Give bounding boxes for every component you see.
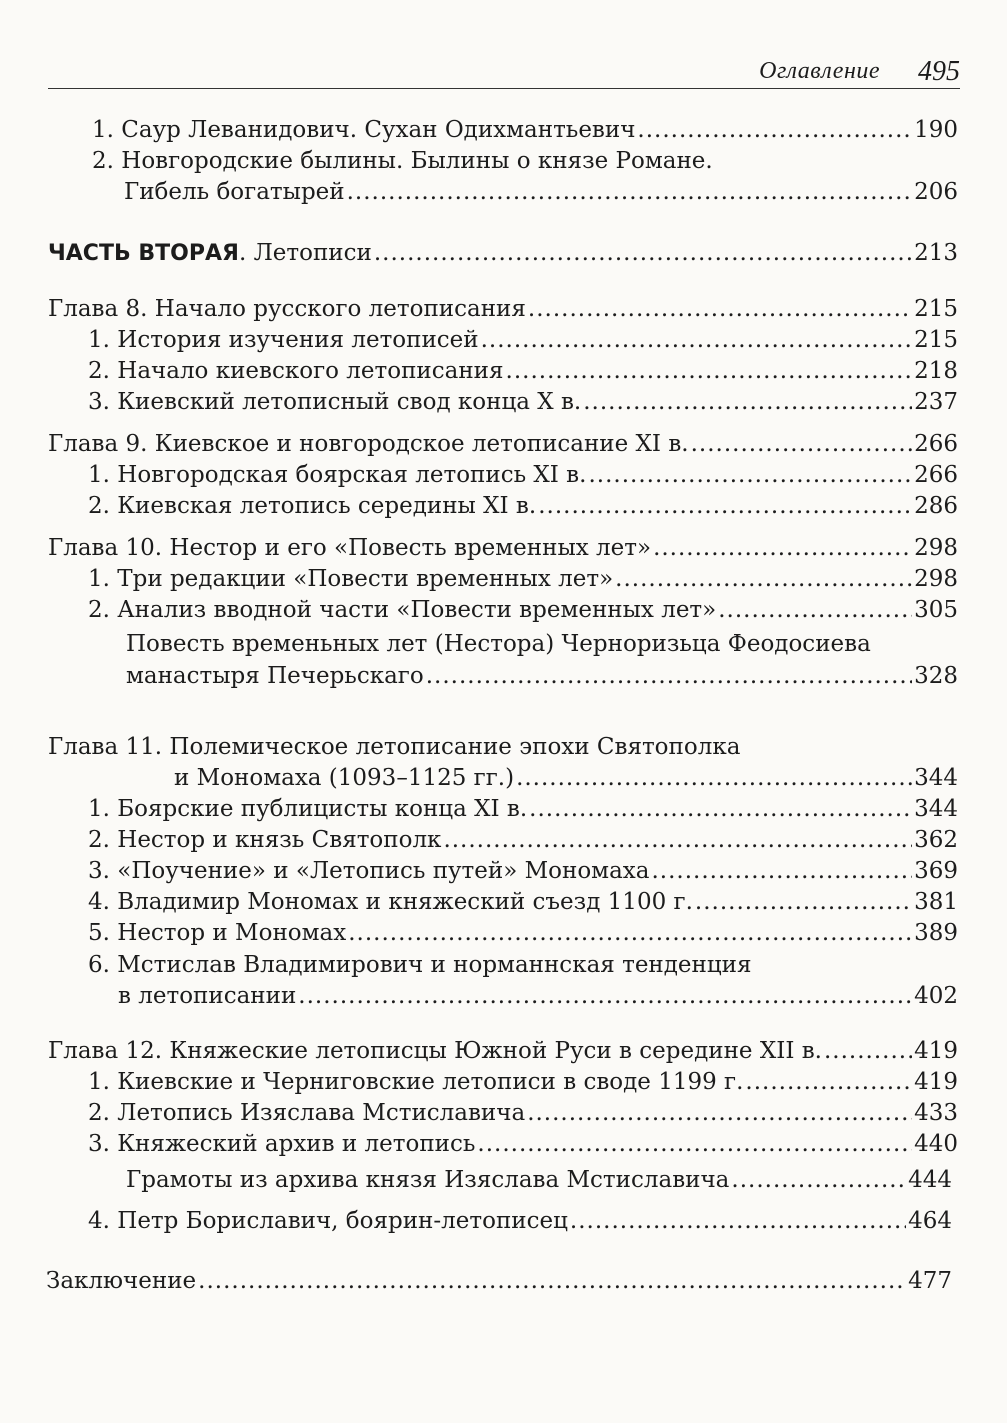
toc-entry-page: 389 (914, 920, 958, 946)
toc-chapter-title-line: Глава 11. Полемическое летописание эпохи Святополка (48, 734, 741, 760)
toc-entry-title: 3. «Поучение» и «Летопись путей» Мономаха (88, 858, 650, 884)
dot-leader (527, 1099, 912, 1127)
toc-entry-page: 381 (914, 889, 958, 915)
toc-entry (88, 1207, 952, 1235)
part-label: ЧАСТЬ ВТОРАЯ (48, 241, 239, 266)
dot-leader (426, 662, 912, 690)
dot-leader (298, 982, 912, 1010)
toc-part-heading (48, 239, 958, 268)
toc-entry-title: 5. Нестор и Мономах (88, 920, 347, 946)
toc-chapter (48, 1037, 958, 1065)
dot-leader (824, 1037, 912, 1065)
dot-leader (529, 795, 912, 823)
toc-entry-page: 266 (914, 462, 958, 488)
toc-entry (88, 795, 958, 823)
toc-entry (88, 1099, 958, 1127)
part-title: . Летописи (238, 240, 372, 266)
toc-entry-page: 237 (914, 389, 958, 415)
toc-entry-page: 305 (914, 597, 958, 623)
toc-entry-page: 206 (914, 179, 958, 205)
toc-entry-title: 1. Новгородская боярская летопись XI в. (88, 462, 587, 488)
toc-entry-page: 213 (914, 240, 958, 266)
toc-entry-title: Глава 8. Начало русского летописания (48, 296, 526, 322)
toc-entry (88, 492, 958, 520)
toc-entry-page: 477 (908, 1268, 952, 1294)
toc-entry-title: 2. Анализ вводной части «Повести временных лет» (88, 597, 717, 623)
toc-entry-title: 3. Киевский летописный свод конца X в. (88, 389, 582, 415)
dot-leader (745, 1068, 912, 1096)
toc-entry-title-line: Повесть временьных лет (Нестора) Черноризьца Феодосиева (126, 631, 871, 657)
toc-entry-page: 190 (914, 117, 958, 143)
toc-entry-title: 1. Саур Леванидович. Сухан Одихмантьевич (92, 117, 636, 143)
toc-entry (88, 565, 958, 593)
toc-entry-title: 1. Боярские публицисты конца XI в. (88, 796, 528, 822)
dot-leader (653, 534, 912, 562)
toc-entry-page: 402 (914, 983, 958, 1009)
dot-leader (588, 461, 912, 489)
toc-entry-title: 1. Три редакции «Повести временных лет» (88, 566, 614, 592)
toc-entry (124, 178, 958, 206)
toc-entry-title (48, 239, 372, 268)
toc-entry-title: 2. Киевская летопись середины XI в. (88, 493, 537, 519)
toc-entry (88, 596, 958, 624)
toc-entry-title: Заключение (46, 1268, 197, 1294)
dot-leader (443, 826, 912, 854)
dot-leader (516, 764, 912, 792)
toc-entry-page: 440 (914, 1131, 958, 1157)
dot-leader (570, 1207, 906, 1235)
toc-entry (88, 1130, 958, 1158)
dot-leader (583, 388, 912, 416)
dot-leader (695, 888, 912, 916)
page-number: 495 (918, 56, 960, 87)
toc-entry-page: 215 (914, 296, 958, 322)
toc-entry-page: 419 (914, 1069, 958, 1095)
toc-entry-title: 1. Киевские и Черниговские летописи в своде 1199 г. (88, 1069, 744, 1095)
toc-entry-page: 433 (914, 1100, 958, 1126)
toc-entry-page: 369 (914, 858, 958, 884)
toc-chapter (48, 534, 958, 562)
dot-leader (731, 1166, 906, 1194)
toc-entry-title: Гибель богатырей (124, 179, 345, 205)
toc-entry-title: 2. Начало киевского летописания (88, 358, 504, 384)
toc-entry-page: 444 (908, 1167, 952, 1193)
toc-entry-page: 419 (914, 1038, 958, 1064)
toc-entry-page: 344 (914, 796, 958, 822)
toc-entry-title: 4. Владимир Мономах и княжеский съезд 1100 г. (88, 889, 693, 915)
toc-entry-title: 3. Княжеский архив и летопись (88, 1131, 476, 1157)
toc-entry (88, 919, 958, 947)
toc-entry-title: 1. История изучения летописей (88, 327, 479, 353)
toc-entry-page: 298 (914, 566, 958, 592)
toc-entry (88, 1068, 958, 1096)
toc-entry-title: манастыря Печерьскаго (126, 663, 424, 689)
toc-entry-page: 266 (914, 431, 958, 457)
toc-entry (92, 116, 958, 144)
toc-entry (88, 461, 958, 489)
toc-entry-page: 464 (908, 1208, 952, 1234)
toc-entry (126, 662, 958, 690)
toc-entry-title: 2. Нестор и князь Святополк (88, 827, 442, 853)
toc-entry-title: Глава 12. Княжеские летописцы Южной Руси в середине XII в. (48, 1038, 822, 1064)
toc-entry-title: и Мономаха (1093–1125 гг.) (174, 765, 515, 791)
toc-entry-title: 2. Летопись Изяслава Мстиславича (88, 1100, 526, 1126)
toc-entry-title: в летописании (118, 983, 297, 1009)
toc-entry-title-line: 2. Новгородские былины. Былины о князе Романе. (92, 148, 713, 174)
dot-leader (347, 178, 912, 206)
dot-leader (615, 565, 912, 593)
toc-entry-page: 215 (914, 327, 958, 353)
toc-entry (118, 982, 958, 1010)
dot-leader (477, 1130, 912, 1158)
dot-leader (651, 857, 912, 885)
toc-entry (88, 357, 958, 385)
toc-entry (88, 888, 958, 916)
toc-entry (88, 326, 958, 354)
dot-leader (374, 239, 912, 267)
toc-entry-page: 328 (914, 663, 958, 689)
toc-chapter (48, 295, 958, 323)
running-head-title: Оглавление (759, 58, 880, 84)
toc-entry-title: 4. Петр Бориславич, боярин-летописец (88, 1208, 568, 1234)
toc-entry (88, 826, 958, 854)
dot-leader (506, 357, 913, 385)
toc-chapter (46, 1267, 952, 1295)
toc-entry (88, 857, 958, 885)
dot-leader (637, 116, 912, 144)
running-head (48, 58, 960, 89)
toc-chapter (174, 764, 958, 792)
dot-leader (528, 295, 912, 323)
dot-leader (691, 430, 913, 458)
toc-entry (126, 1166, 952, 1194)
toc-chapter (48, 430, 958, 458)
dot-leader (348, 919, 912, 947)
toc-entry-page: 286 (914, 493, 958, 519)
toc-entry-page: 298 (914, 535, 958, 561)
toc-entry-title: Грамоты из архива князя Изяслава Мстиславича (126, 1167, 730, 1193)
dot-leader (538, 492, 912, 520)
toc-entry-page: 218 (914, 358, 958, 384)
toc-entry (88, 388, 958, 416)
toc-entry-title-line: 6. Мстислав Владимирович и норманнская тенденция (88, 952, 752, 978)
toc-entry-title: Глава 10. Нестор и его «Повесть временных лет» (48, 535, 652, 561)
toc-entry-page: 344 (914, 765, 958, 791)
toc-entry-title: Глава 9. Киевское и новгородское летописание XI в. (48, 431, 689, 457)
dot-leader (718, 596, 912, 624)
dot-leader (481, 326, 912, 354)
dot-leader (198, 1267, 906, 1295)
toc-entry-page: 362 (914, 827, 958, 853)
